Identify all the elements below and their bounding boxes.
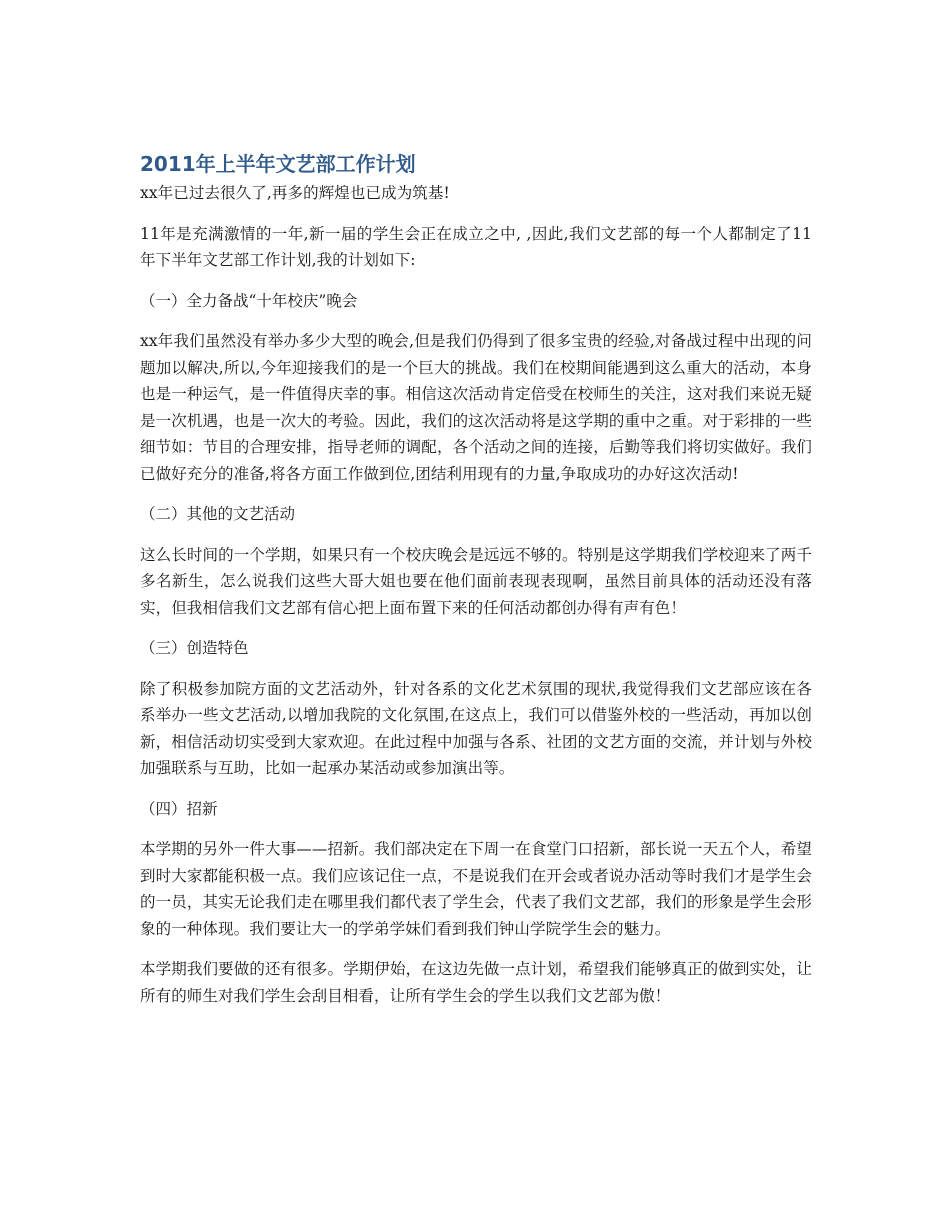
section-2-heading: （二）其他的文艺活动 [140,505,296,523]
document-title: 2011年上半年文艺部工作计划 [140,152,416,176]
intro-paragraph: xx年已过去很久了,再多的辉煌也已成为筑基! [140,184,450,202]
opening-paragraph: 11年是充满激情的一年,新一届的学生会正在成立之中, ,因此,我们文艺部的每一个人都制定了11年下半年文艺部工作计划,我的计划如下: [140,224,812,269]
section-2-body: 这么长时间的一个学期，如果只有一个校庆晚会是远远不够的。特别是这学期我们学校迎来了两千多名新生，怎么说我们这些大哥大姐也要在他们面前表现表现啊，虽然目前具体的活动还没有落实，但我相信我们文艺部有信心把上面布置下来的任何活动都创办得有声有色！ [140,545,812,617]
document-page [140,150,812,1023]
section-4-heading: （四）招新 [140,799,218,818]
section-3-heading: （三）创造特色 [140,639,249,657]
closing-paragraph: 本学期我们要做的还有很多。学期伊始，在这边先做一点计划，希望我们能够真正的做到实处，让所有的师生对我们学生会刮目相看，让所有学生会的学生以我们文艺部为傲！ [140,960,812,1005]
section-1-body: xx年我们虽然没有举办多少大型的晚会,但是我们仍得到了很多宝贵的经验,对备战过程中出现的问题加以解决,所以,今年迎接我们的是一个巨大的挑战。我们在校期间能遇到这么重大的活动，本身也是一种运气，是一件值得庆幸的事。相信这次活动肯定倍受在校师生的关注，这对我们来说无疑是一次机遇，也是一次大的考验。因此，我们的这次活动将是这学期的重中之重。对于彩排的一些细节如：节目的合理安排，指导老师的调配，各个活动之间的连接，后勤等我们将切实做好。我们已做好充分的准备,将各方面工作做到位,团结利用现有的力量,争取成功的办好这次活动! [140,332,812,483]
section-3-body: 除了积极参加院方面的文艺活动外，针对各系的文化艺术氛围的现状,我觉得我们文艺部应该在各系举办一些文艺活动,以增加我院的文化氛围,在这点上，我们可以借鉴外校的一些活动，再加以创新，相信活动切实受到大家欢迎。在此过程中加强与各系、社团的文艺方面的交流，并计划与外校加强联系与互助，比如一起承办某活动或参加演出等。 [140,679,812,777]
section-4-body: 本学期的另外一件大事——招新。我们部决定在下周一在食堂门口招新，部长说一天五个人，希望到时大家都能积极一点。我们应该记住一点，不是说我们在开会或者说办活动等时我们才是学生会的一员，其实无论我们走在哪里我们都代表了学生会，代表了我们文艺部，我们的形象是学生会形象的一种体现。我们要让大一的学弟学妹们看到我们钟山学院学生会的魅力。 [140,840,812,938]
section-1-heading: （一）全力备战“十年校庆”晚会 [140,291,358,310]
